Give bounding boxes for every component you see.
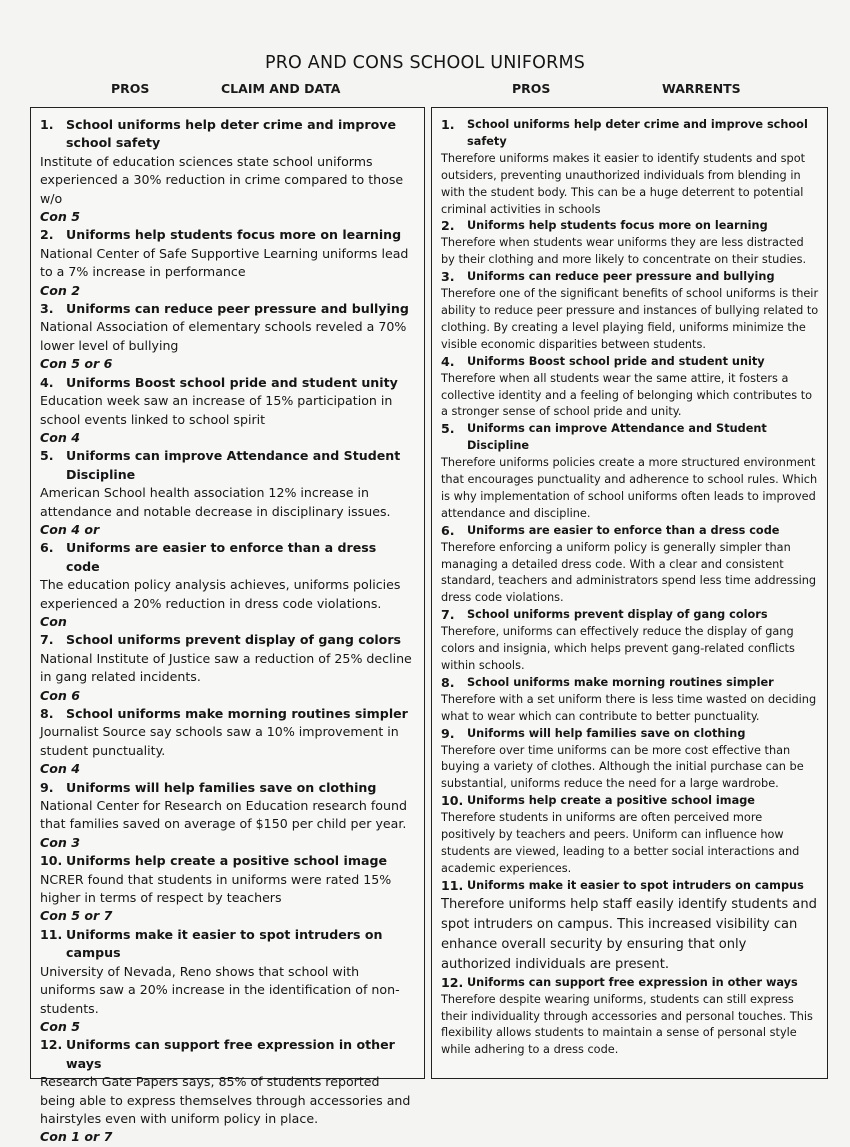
warrant-heading [441,726,819,743]
warrant-heading [441,975,819,992]
warrant-number: 9. [441,725,455,741]
warrant-item [441,421,819,522]
warrant-heading [441,354,819,371]
claim-title: Uniforms will help families save on clothing [66,779,377,795]
claim-title: Uniforms help students focus more on learning [66,227,402,243]
claim-number: 6. [40,540,54,556]
warrant-number: 12. [441,974,464,990]
claim-con-reference: Con 6 [40,687,81,703]
warrant-number: 5. [441,421,455,437]
warrant-number: 4. [441,353,455,369]
claim-title: Uniforms are easier to enforce than a dress code [66,540,377,574]
claim-con-reference: Con 2 [40,282,81,298]
claim-con-reference: Con [40,613,67,629]
warrant-number: 11. [441,877,464,893]
claim-heading [40,631,414,649]
warrant-number: 2. [441,218,455,234]
claim-con-reference: Con 4 or [40,521,100,537]
warrant-heading [441,523,819,540]
claim-number: 7. [40,632,54,648]
claim-title: School uniforms help deter crime and improve school safety [66,117,397,151]
claim-data: The education policy analysis achieves, uniforms policies experienced a 20% reduction in dress code violations. [40,577,401,611]
warrant-heading [441,607,819,624]
claim-heading [40,539,414,576]
warrant-title: Uniforms can improve Attendance and Student Discipline [467,422,767,453]
warrant-title: School uniforms prevent display of gang colors [467,608,768,622]
warrant-number: 8. [441,674,455,690]
warrant-heading [441,793,819,810]
claim-con-reference: Con 1 or 7 [40,1129,113,1145]
warrant-text: Therefore enforcing a uniform policy is generally simpler than managing a detailed dress code. With a clear and consistent standard, teachers and administrators spend less time addressing dress code violations. [441,540,817,605]
warrant-item [441,607,819,675]
warrant-text: Therefore uniforms help staff easily identify students and spot intruders on campus. This increased visibility can enhance overall security by ensuring that only authorized individuals are present. [441,896,817,972]
warrant-number: 7. [441,607,455,623]
warrant-title: Uniforms can reduce peer pressure and bullying [467,270,775,284]
claim-heading [40,852,414,870]
warrant-item [441,269,819,354]
warrant-text: Therefore when students wear uniforms they are less distracted by their clothing and more likely to concentrate on their studies. [441,236,807,267]
claim-item [40,705,414,779]
claim-and-data-header: CLAIM AND DATA [221,81,341,96]
claim-title: Uniforms can support free expression in other ways [66,1037,395,1071]
warrant-number: 1. [441,117,455,132]
claim-con-reference: Con 3 [40,834,81,850]
claim-title: School uniforms prevent display of gang colors [66,632,402,648]
warrents-header: WARRENTS [662,81,741,96]
warrant-item [441,117,819,218]
claim-title: Uniforms Boost school pride and student unity [66,374,398,390]
claim-heading [40,226,414,244]
warrant-item [441,675,819,726]
warrant-text: Therefore, uniforms can effectively reduce the display of gang colors and insignia, which helps prevent gang-related conflicts within schools. [441,625,795,672]
claim-number: 5. [40,448,54,464]
warrant-heading [441,421,819,455]
warrant-title: School uniforms help deter crime and improve school safety [467,118,808,148]
claim-item [40,300,414,374]
claim-con-reference: Con 4 [40,761,81,777]
claim-data: National Association of elementary schools reveled a 70% lower level of bullying [40,319,407,353]
claim-con-reference: Con 5 [40,209,81,225]
claim-item [40,447,414,539]
claim-title: Uniforms help create a positive school image [66,853,387,869]
claim-number: 2. [40,227,54,243]
warrant-text: Therefore when all students wear the same attire, it fosters a collective identity and a feeling of belonging which contributes to a stronger sense of school pride and unity. [441,371,813,419]
claim-heading [40,926,414,963]
claim-number: 9. [40,779,54,795]
claim-data: NCRER found that students in uniforms were rated 15% higher in terms of respect by teachers [40,871,392,906]
claim-item [40,116,414,226]
claim-item [40,1036,414,1146]
claim-number: 10. [40,853,63,869]
claim-title: Uniforms make it easier to spot intruders on campus [66,926,383,961]
claim-number: 3. [40,301,54,317]
warrant-item [441,726,819,794]
claim-data: National Center of Safe Supportive Learning uniforms lead to a 7% increase in performance [40,245,409,280]
claim-item [40,226,414,300]
warrant-title: Uniforms help students focus more on learning [467,219,768,233]
claim-heading [40,116,414,153]
warrant-number: 3. [441,269,455,285]
warrant-title: Uniforms Boost school pride and student unity [467,354,765,368]
warrant-item [441,354,819,422]
warrant-title: Uniforms make it easier to spot intruders on campus [467,878,804,892]
claim-item [40,779,414,853]
left-pros-header: PROS [111,81,150,96]
warrant-item [441,878,819,975]
claim-heading [40,779,414,797]
claim-item [40,631,414,705]
claim-number: 4. [40,374,54,390]
claim-number: 8. [40,706,54,721]
claim-number: 1. [40,117,54,132]
claim-title: Uniforms can reduce peer pressure and bullying [66,301,409,317]
warrant-title: Uniforms are easier to enforce than a dress code [467,523,780,537]
warrants-box [431,107,828,1079]
warrant-text: Therefore one of the significant benefits of school uniforms is their ability to reduce peer pressure and instances of bullying related to clothing. By creating a level playing field, uniforms minimize the visible economic disparities between students. [441,287,819,351]
warrant-text: Therefore uniforms makes it easier to identify students and spot outsiders, preventing unauthorized individuals from blending in with the student body. This can be a huge deterrent to potential criminal activities in schools [441,151,806,216]
claim-item [40,926,414,1036]
claim-item [40,852,414,926]
warrant-heading [441,117,819,151]
warrant-text: Therefore with a set uniform there is less time wasted on deciding what to wear which can contribute to better punctuality. [441,692,817,723]
claim-con-reference: Con 5 or 7 [40,908,113,924]
warrant-number: 6. [441,522,455,538]
claim-data: Research Gate Papers says, 85% of students reported being able to express themselves through accessories and hairstyles even with uniform policy in place. [40,1074,411,1126]
claim-item [40,539,414,631]
warrant-heading [441,878,819,895]
warrant-title: Uniforms can support free expression in other ways [467,975,798,989]
claim-data: Institute of education sciences state school uniforms experienced a 30% reduction in crime compared to those w/o [40,153,404,206]
warrant-title: School uniforms make morning routines simpler [467,675,774,689]
warrant-item [441,975,819,1060]
claim-number: 12. [40,1037,63,1053]
warrant-item [441,523,819,608]
claim-con-reference: Con 5 [40,1018,81,1034]
claim-heading [40,447,414,484]
claim-data: National Center for Research on Education research found that families saved on average of $150 per child per year. [40,798,407,832]
warrant-item [441,218,819,269]
page-title: PRO AND CONS SCHOOL UNIFORMS [264,53,586,73]
claim-data: National Institute of Justice saw a reduction of 25% decline in gang related incidents. [40,650,412,685]
claim-item [40,374,414,448]
warrant-number: 10. [441,793,464,809]
right-pros-header: PROS [512,81,551,96]
claim-heading [40,1036,414,1073]
claim-title: School uniforms make morning routines simpler [66,706,408,721]
claim-heading [40,705,414,723]
warrant-title: Uniforms will help families save on clothing [467,726,746,740]
claim-data: American School health association 12% increase in attendance and notable decrease in disciplinary issues. [40,485,391,519]
warrant-title: Uniforms help create a positive school image [467,794,755,808]
warrant-text: Therefore despite wearing uniforms, students can still express their individuality through accessories and personal touches. This flexibility allows students to maintain a sense of personal style while adhering to a dress code. [441,992,813,1057]
claim-data: University of Nevada, Reno shows that school with uniforms saw a 20% increase in the identification of non-students. [40,963,400,1016]
warrant-text: Therefore uniforms policies create a more structured environment that encourages punctuality and adherence to school rules. Which is why implementation of school uniforms often leads to improved attendance and discipline. [441,456,818,520]
warrant-text: Therefore students in uniforms are often perceived more positively by teachers and peers. Uniform can influence how students are viewed, leading to a better social interactions and academic experiences. [441,811,800,875]
warrant-heading [441,675,819,692]
claim-heading [40,374,414,392]
warrant-text: Therefore over time uniforms can be more cost effective than buying a variety of clothes. Although the initial purchase can be substantial, uniforms reduce the need for a large wardrobe. [441,743,804,791]
claim-data: Journalist Source say schools saw a 10% improvement in student punctuality. [40,724,399,758]
claim-con-reference: Con 4 [40,429,81,445]
claim-con-reference: Con 5 or 6 [40,356,113,372]
claim-data: Education week saw an increase of 15% participation in school events linked to school spirit [40,393,393,427]
claim-heading [40,300,414,318]
warrant-heading [441,269,819,286]
warrant-heading [441,218,819,235]
claim-title: Uniforms can improve Attendance and Student Discipline [66,448,401,482]
claims-box [30,107,425,1145]
warrant-item [441,793,819,878]
claim-number: 11. [40,926,63,942]
